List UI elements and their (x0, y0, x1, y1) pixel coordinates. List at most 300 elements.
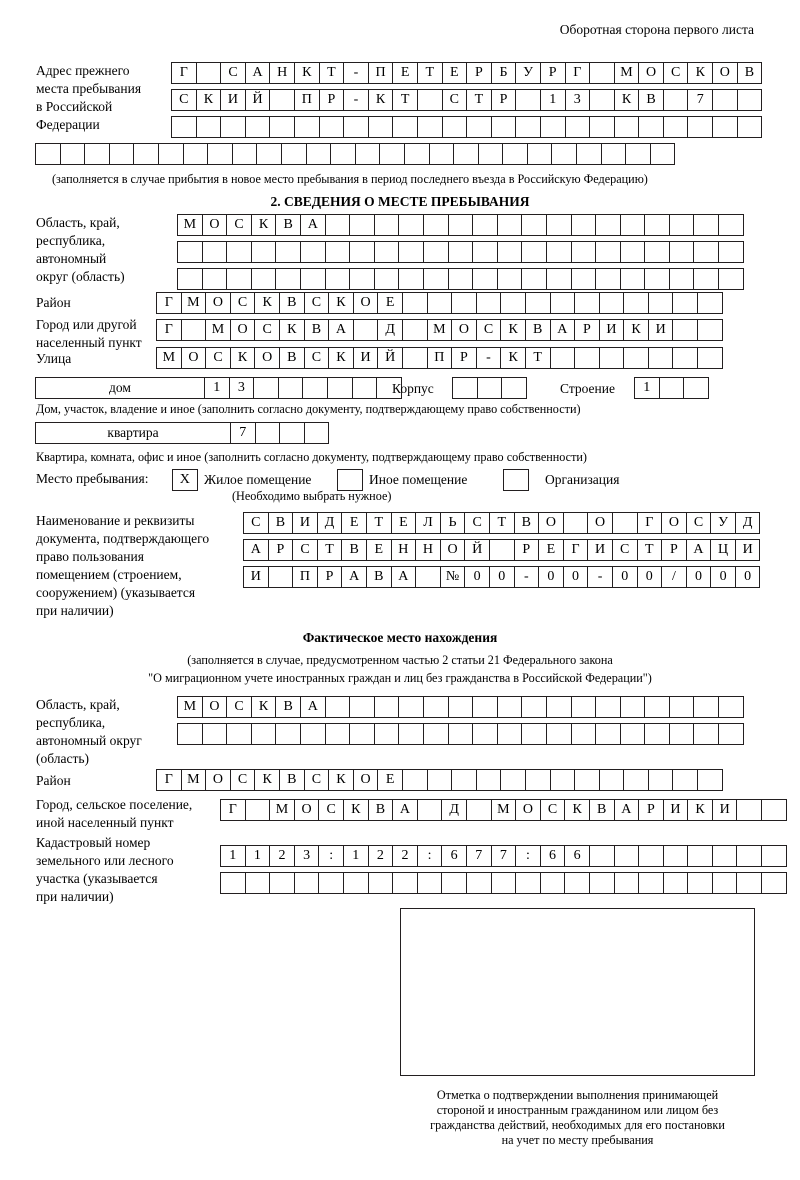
char-cell[interactable] (429, 143, 455, 165)
char-cell[interactable]: Р (514, 539, 540, 561)
char-cell[interactable] (550, 347, 576, 369)
char-cell[interactable]: М (269, 799, 295, 821)
char-cell[interactable] (268, 566, 294, 588)
char-cell[interactable] (540, 872, 566, 894)
char-cell[interactable]: М (427, 319, 453, 341)
char-cell[interactable] (500, 769, 526, 791)
char-cell[interactable]: С (230, 292, 256, 314)
char-cell[interactable]: Т (489, 512, 515, 534)
char-cell[interactable]: С (254, 319, 280, 341)
char-cell[interactable]: А (328, 319, 354, 341)
char-cell[interactable] (279, 422, 305, 444)
char-cell[interactable] (612, 512, 638, 534)
char-cell[interactable] (650, 143, 676, 165)
char-cell[interactable]: А (391, 566, 417, 588)
char-cell[interactable] (546, 241, 572, 263)
char-cell[interactable] (693, 723, 719, 745)
char-cell[interactable] (497, 723, 523, 745)
char-cell[interactable] (319, 116, 345, 138)
char-cell[interactable]: В (525, 319, 551, 341)
char-cell[interactable] (595, 268, 621, 290)
char-cell[interactable] (644, 696, 670, 718)
char-cell[interactable] (565, 116, 591, 138)
char-cell[interactable]: Й (464, 539, 490, 561)
char-cell[interactable]: М (156, 347, 182, 369)
actual-city-row[interactable] (220, 799, 786, 821)
char-cell[interactable]: А (245, 62, 271, 84)
char-cell[interactable] (207, 143, 233, 165)
char-cell[interactable]: О (205, 292, 231, 314)
char-cell[interactable]: П (294, 89, 320, 111)
char-cell[interactable]: Д (735, 512, 761, 534)
char-cell[interactable] (349, 723, 375, 745)
char-cell[interactable] (325, 696, 351, 718)
checkbox-inoe[interactable] (337, 469, 363, 491)
checkbox-organizaciya[interactable] (503, 469, 529, 491)
char-cell[interactable] (423, 268, 449, 290)
char-cell[interactable] (761, 872, 787, 894)
char-cell[interactable] (349, 268, 375, 290)
char-cell[interactable]: - (587, 566, 613, 588)
char-cell[interactable] (60, 143, 86, 165)
char-cell[interactable]: В (341, 539, 367, 561)
char-cell[interactable] (737, 89, 763, 111)
char-cell[interactable]: Р (466, 62, 492, 84)
char-cell[interactable]: А (300, 214, 326, 236)
char-cell[interactable]: М (177, 214, 203, 236)
char-cell[interactable]: В (737, 62, 763, 84)
char-cell[interactable]: И (587, 539, 613, 561)
char-cell[interactable] (177, 241, 203, 263)
char-cell[interactable] (442, 116, 468, 138)
char-cell[interactable] (638, 845, 664, 867)
char-cell[interactable] (220, 116, 246, 138)
char-cell[interactable] (571, 241, 597, 263)
char-cell[interactable] (255, 422, 281, 444)
char-cell[interactable] (564, 872, 590, 894)
char-cell[interactable]: К (254, 769, 280, 791)
char-cell[interactable]: О (230, 319, 256, 341)
char-cell[interactable]: Е (341, 512, 367, 534)
char-cell[interactable] (368, 872, 394, 894)
char-cell[interactable] (158, 143, 184, 165)
char-cell[interactable] (472, 214, 498, 236)
char-cell[interactable]: О (712, 62, 738, 84)
char-cell[interactable]: О (538, 512, 564, 534)
char-cell[interactable] (245, 872, 271, 894)
char-cell[interactable] (574, 292, 600, 314)
char-cell[interactable]: Н (415, 539, 441, 561)
char-cell[interactable]: 0 (563, 566, 589, 588)
char-cell[interactable]: К (251, 696, 277, 718)
char-cell[interactable]: 0 (710, 566, 736, 588)
char-cell[interactable] (500, 292, 526, 314)
char-cell[interactable] (202, 268, 228, 290)
char-cell[interactable]: К (251, 214, 277, 236)
char-cell[interactable] (226, 268, 252, 290)
char-cell[interactable]: Д (441, 799, 467, 821)
char-cell[interactable]: 0 (637, 566, 663, 588)
char-cell[interactable] (491, 116, 517, 138)
char-cell[interactable] (355, 143, 381, 165)
char-cell[interactable]: К (500, 347, 526, 369)
char-cell[interactable]: 6 (564, 845, 590, 867)
char-cell[interactable] (253, 377, 279, 399)
char-cell[interactable] (417, 872, 443, 894)
char-cell[interactable] (349, 214, 375, 236)
char-cell[interactable] (374, 241, 400, 263)
char-cell[interactable] (300, 723, 326, 745)
char-cell[interactable] (491, 872, 517, 894)
district-row[interactable] (156, 292, 722, 314)
char-cell[interactable]: Ц (710, 539, 736, 561)
char-cell[interactable]: В (514, 512, 540, 534)
char-cell[interactable] (497, 268, 523, 290)
char-cell[interactable] (256, 143, 282, 165)
char-cell[interactable]: М (491, 799, 517, 821)
char-cell[interactable]: Р (451, 347, 477, 369)
char-cell[interactable] (669, 268, 695, 290)
char-cell[interactable]: К (614, 89, 640, 111)
char-cell[interactable] (620, 268, 646, 290)
char-cell[interactable] (589, 89, 615, 111)
char-cell[interactable] (595, 214, 621, 236)
char-cell[interactable] (521, 268, 547, 290)
char-cell[interactable]: 1 (343, 845, 369, 867)
char-cell[interactable]: В (275, 214, 301, 236)
char-cell[interactable]: А (300, 696, 326, 718)
char-cell[interactable] (427, 769, 453, 791)
char-cell[interactable]: Г (156, 292, 182, 314)
char-cell[interactable] (330, 143, 356, 165)
city-row[interactable] (156, 319, 722, 341)
char-cell[interactable]: М (181, 769, 207, 791)
char-cell[interactable] (712, 116, 738, 138)
char-cell[interactable]: С (442, 89, 468, 111)
char-cell[interactable]: К (328, 292, 354, 314)
char-cell[interactable]: № (440, 566, 466, 588)
house-cells[interactable] (204, 377, 401, 399)
char-cell[interactable] (226, 241, 252, 263)
char-cell[interactable]: Р (638, 799, 664, 821)
char-cell[interactable]: С (686, 512, 712, 534)
char-cell[interactable] (563, 512, 589, 534)
cadastral-row-2[interactable] (220, 872, 786, 894)
char-cell[interactable]: В (275, 696, 301, 718)
char-cell[interactable]: Т (637, 539, 663, 561)
char-cell[interactable]: О (202, 696, 228, 718)
char-cell[interactable] (300, 241, 326, 263)
char-cell[interactable] (614, 116, 640, 138)
char-cell[interactable] (521, 241, 547, 263)
char-cell[interactable]: Г (563, 539, 589, 561)
char-cell[interactable] (669, 696, 695, 718)
char-cell[interactable] (466, 872, 492, 894)
char-cell[interactable] (672, 292, 698, 314)
char-cell[interactable]: Н (391, 539, 417, 561)
char-cell[interactable] (325, 723, 351, 745)
char-cell[interactable] (245, 116, 271, 138)
char-cell[interactable]: 3 (565, 89, 591, 111)
char-cell[interactable] (275, 268, 301, 290)
char-cell[interactable] (501, 377, 527, 399)
char-cell[interactable]: И (353, 347, 379, 369)
char-cell[interactable]: С (540, 799, 566, 821)
char-cell[interactable]: Р (540, 62, 566, 84)
char-cell[interactable]: П (292, 566, 318, 588)
char-cell[interactable]: И (712, 799, 738, 821)
char-cell[interactable] (251, 268, 277, 290)
char-cell[interactable]: - (476, 347, 502, 369)
char-cell[interactable] (451, 292, 477, 314)
char-cell[interactable] (659, 377, 685, 399)
char-cell[interactable]: В (368, 799, 394, 821)
char-cell[interactable] (550, 292, 576, 314)
char-cell[interactable] (574, 347, 600, 369)
char-cell[interactable] (693, 268, 719, 290)
char-cell[interactable] (599, 292, 625, 314)
char-cell[interactable] (683, 377, 709, 399)
char-cell[interactable]: С (230, 769, 256, 791)
char-cell[interactable]: - (343, 89, 369, 111)
char-cell[interactable] (761, 845, 787, 867)
char-cell[interactable]: А (341, 566, 367, 588)
char-cell[interactable] (644, 268, 670, 290)
prev-address-row-1[interactable] (171, 62, 761, 84)
char-cell[interactable] (269, 116, 295, 138)
char-cell[interactable] (477, 377, 503, 399)
char-cell[interactable] (245, 799, 271, 821)
char-cell[interactable]: П (368, 62, 394, 84)
char-cell[interactable]: О (515, 799, 541, 821)
actual-district-row[interactable] (156, 769, 722, 791)
char-cell[interactable]: 6 (441, 845, 467, 867)
char-cell[interactable]: У (710, 512, 736, 534)
char-cell[interactable]: С (220, 62, 246, 84)
char-cell[interactable] (648, 769, 674, 791)
char-cell[interactable] (571, 696, 597, 718)
char-cell[interactable]: С (304, 292, 330, 314)
char-cell[interactable]: Т (417, 62, 443, 84)
char-cell[interactable]: 0 (735, 566, 761, 588)
char-cell[interactable]: Е (538, 539, 564, 561)
char-cell[interactable] (546, 214, 572, 236)
char-cell[interactable]: С (226, 696, 252, 718)
char-cell[interactable] (712, 845, 738, 867)
char-cell[interactable]: О (587, 512, 613, 534)
char-cell[interactable] (441, 872, 467, 894)
char-cell[interactable]: В (304, 319, 330, 341)
char-cell[interactable]: В (279, 347, 305, 369)
char-cell[interactable] (589, 62, 615, 84)
char-cell[interactable]: Т (466, 89, 492, 111)
char-cell[interactable] (171, 116, 197, 138)
document-row-3[interactable] (243, 566, 759, 588)
char-cell[interactable]: А (686, 539, 712, 561)
char-cell[interactable] (546, 268, 572, 290)
char-cell[interactable]: 0 (464, 566, 490, 588)
char-cell[interactable]: Р (319, 89, 345, 111)
char-cell[interactable]: : (515, 845, 541, 867)
char-cell[interactable] (663, 872, 689, 894)
char-cell[interactable] (614, 845, 640, 867)
char-cell[interactable]: О (181, 347, 207, 369)
char-cell[interactable]: О (440, 539, 466, 561)
char-cell[interactable] (472, 241, 498, 263)
char-cell[interactable] (472, 723, 498, 745)
char-cell[interactable] (718, 268, 744, 290)
char-cell[interactable] (251, 723, 277, 745)
char-cell[interactable] (278, 377, 304, 399)
char-cell[interactable]: К (623, 319, 649, 341)
prev-address-row-3[interactable] (171, 116, 761, 138)
char-cell[interactable]: К (687, 799, 713, 821)
char-cell[interactable]: С (476, 319, 502, 341)
char-cell[interactable]: 0 (686, 566, 712, 588)
char-cell[interactable] (423, 241, 449, 263)
char-cell[interactable]: 7 (491, 845, 517, 867)
char-cell[interactable] (404, 143, 430, 165)
char-cell[interactable]: Л (415, 512, 441, 534)
char-cell[interactable]: О (451, 319, 477, 341)
char-cell[interactable] (318, 872, 344, 894)
char-cell[interactable] (84, 143, 110, 165)
char-cell[interactable] (35, 143, 61, 165)
char-cell[interactable] (196, 62, 222, 84)
char-cell[interactable]: И (735, 539, 761, 561)
char-cell[interactable]: С (304, 769, 330, 791)
char-cell[interactable]: В (638, 89, 664, 111)
document-row-2[interactable] (243, 539, 759, 561)
char-cell[interactable] (687, 872, 713, 894)
char-cell[interactable] (448, 214, 474, 236)
char-cell[interactable] (417, 89, 443, 111)
char-cell[interactable]: 0 (612, 566, 638, 588)
char-cell[interactable] (327, 377, 353, 399)
char-cell[interactable] (476, 292, 502, 314)
char-cell[interactable]: Д (377, 319, 403, 341)
char-cell[interactable]: Г (171, 62, 197, 84)
char-cell[interactable] (325, 268, 351, 290)
char-cell[interactable] (571, 723, 597, 745)
char-cell[interactable] (352, 377, 378, 399)
char-cell[interactable]: В (279, 292, 305, 314)
char-cell[interactable] (589, 116, 615, 138)
char-cell[interactable]: Г (565, 62, 591, 84)
char-cell[interactable]: М (614, 62, 640, 84)
char-cell[interactable] (417, 116, 443, 138)
prev-address-row-4[interactable] (35, 143, 674, 165)
char-cell[interactable] (415, 566, 441, 588)
char-cell[interactable]: 1 (220, 845, 246, 867)
char-cell[interactable] (275, 241, 301, 263)
char-cell[interactable]: К (564, 799, 590, 821)
char-cell[interactable]: К (328, 769, 354, 791)
char-cell[interactable] (466, 116, 492, 138)
char-cell[interactable]: К (368, 89, 394, 111)
char-cell[interactable] (451, 769, 477, 791)
char-cell[interactable]: С (292, 539, 318, 561)
char-cell[interactable] (353, 319, 379, 341)
char-cell[interactable] (502, 143, 528, 165)
region-row-1[interactable] (177, 214, 743, 236)
char-cell[interactable] (398, 214, 424, 236)
char-cell[interactable]: Г (637, 512, 663, 534)
char-cell[interactable]: И (292, 512, 318, 534)
char-cell[interactable]: К (279, 319, 305, 341)
char-cell[interactable]: Е (391, 512, 417, 534)
char-cell[interactable] (427, 292, 453, 314)
char-cell[interactable] (374, 696, 400, 718)
char-cell[interactable] (476, 769, 502, 791)
char-cell[interactable]: 7 (230, 422, 256, 444)
char-cell[interactable] (697, 347, 723, 369)
char-cell[interactable]: : (318, 845, 344, 867)
flat-cells[interactable] (230, 422, 328, 444)
char-cell[interactable] (589, 845, 615, 867)
char-cell[interactable] (448, 241, 474, 263)
char-cell[interactable]: - (514, 566, 540, 588)
char-cell[interactable]: 2 (269, 845, 295, 867)
cadastral-row-1[interactable] (220, 845, 786, 867)
char-cell[interactable]: С (464, 512, 490, 534)
checkbox-zhiloe[interactable]: X (172, 469, 198, 491)
char-cell[interactable] (638, 116, 664, 138)
char-cell[interactable] (452, 377, 478, 399)
char-cell[interactable]: О (202, 214, 228, 236)
char-cell[interactable]: К (294, 62, 320, 84)
char-cell[interactable]: В (589, 799, 615, 821)
char-cell[interactable] (392, 872, 418, 894)
char-cell[interactable] (540, 116, 566, 138)
char-cell[interactable]: Ь (440, 512, 466, 534)
char-cell[interactable] (220, 872, 246, 894)
char-cell[interactable] (525, 769, 551, 791)
char-cell[interactable]: 1 (204, 377, 230, 399)
char-cell[interactable] (497, 241, 523, 263)
char-cell[interactable]: М (205, 319, 231, 341)
char-cell[interactable] (306, 143, 332, 165)
char-cell[interactable] (489, 539, 515, 561)
char-cell[interactable] (374, 214, 400, 236)
char-cell[interactable] (325, 214, 351, 236)
char-cell[interactable] (623, 347, 649, 369)
char-cell[interactable] (718, 241, 744, 263)
char-cell[interactable]: В (366, 566, 392, 588)
char-cell[interactable]: О (661, 512, 687, 534)
char-cell[interactable]: 7 (687, 89, 713, 111)
char-cell[interactable] (448, 723, 474, 745)
char-cell[interactable] (472, 696, 498, 718)
char-cell[interactable] (343, 116, 369, 138)
char-cell[interactable] (599, 769, 625, 791)
char-cell[interactable]: И (220, 89, 246, 111)
char-cell[interactable]: Т (319, 62, 345, 84)
char-cell[interactable]: 3 (294, 845, 320, 867)
char-cell[interactable] (527, 143, 553, 165)
char-cell[interactable] (109, 143, 135, 165)
char-cell[interactable]: - (343, 62, 369, 84)
char-cell[interactable]: К (328, 347, 354, 369)
char-cell[interactable] (693, 214, 719, 236)
char-cell[interactable]: Т (366, 512, 392, 534)
char-cell[interactable]: Е (366, 539, 392, 561)
char-cell[interactable] (398, 723, 424, 745)
char-cell[interactable] (589, 872, 615, 894)
char-cell[interactable]: А (614, 799, 640, 821)
char-cell[interactable]: И (599, 319, 625, 341)
char-cell[interactable]: С (318, 799, 344, 821)
